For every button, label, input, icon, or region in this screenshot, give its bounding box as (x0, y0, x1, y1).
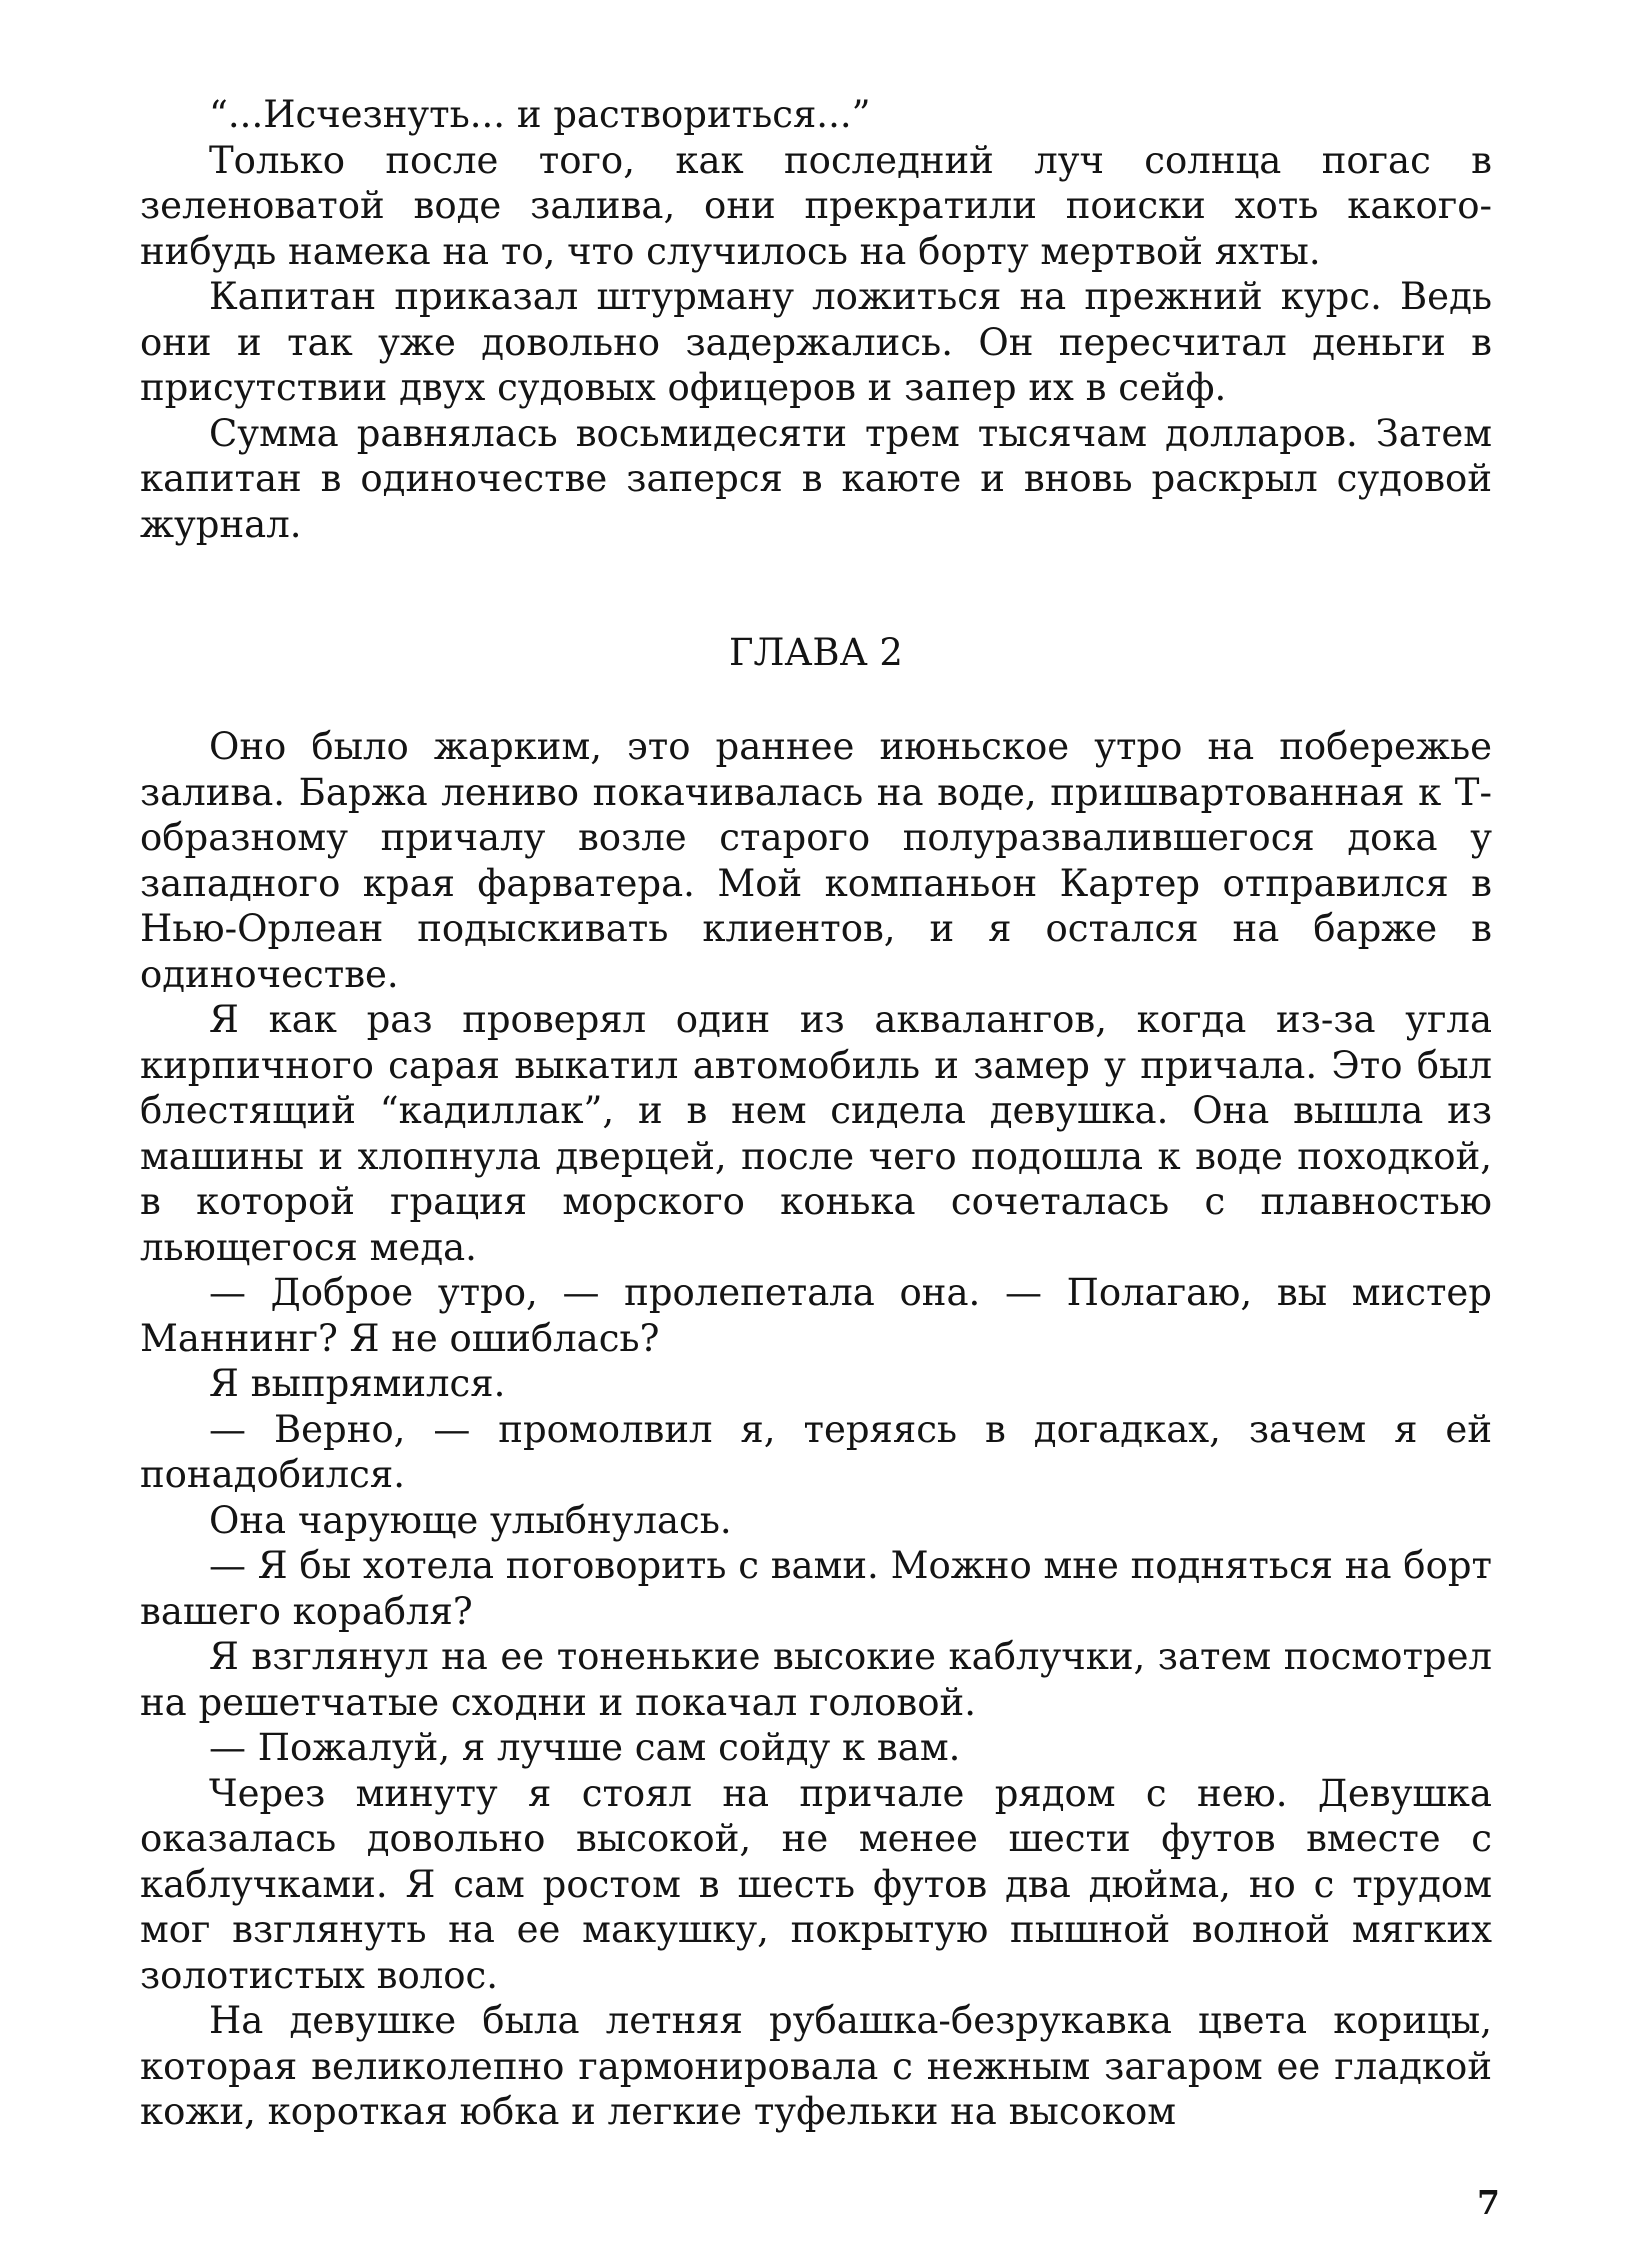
paragraph: Я выпрямился. (209, 1362, 506, 1405)
paragraph: — Доброе утро, — пролепетала она. — Полагаю, вы мистер Маннинг? Я не ошиблась? (140, 1271, 1492, 1360)
paragraph: Только после того, как последний луч солнца погас в зеленоватой воде залива, они прекратили поиски хоть какого-нибудь намека на то, что случилось на борту мертвой яхты. (140, 138, 1492, 273)
paragraph: — Я бы хотела поговорить с вами. Можно мне подняться на борт вашего корабля? (140, 1544, 1492, 1633)
paragraph: Через минуту я стоял на причале рядом с нею. Девушка оказалась довольно высокой, не менее шести футов вместе с каблучками. Я сам ростом в шесть футов два дюйма, но с трудом мог взглянуть на ее макушку, покрытую пышной волной мягких золотистых волос. (140, 1771, 1492, 1997)
paragraph: Она чарующе улыбнулась. (209, 1498, 732, 1542)
paragraph: Я взглянул на ее тоненькие высокие каблучки, затем посмотрел на решетчатые сходни и покачал головой. (140, 1635, 1492, 1724)
chapter-heading: ГЛАВА 2 (729, 631, 903, 674)
paragraph: Оно было жарким, это раннее июньское утро на побережье залива. Баржа лениво покачивалась на воде, пришвартованная к Т-образному причалу возле старого полуразвалившегося дока у западного края фарватера. Мой компаньон Картер отправился в Нью-Орлеан подыскивать клиентов, и я остался на барже в одиночестве. (140, 725, 1492, 996)
paragraph: — Верно, — промолвил я, теряясь в догадках, зачем я ей понадобился. (140, 1407, 1492, 1496)
paragraph: — Пожалуй, я лучше сам сойду к вам. (209, 1726, 961, 1769)
paragraph: Сумма равнялась восьмидесяти трем тысячам долларов. Затем капитан в одиночестве заперся в каюте и вновь раскрыл судовой журнал. (140, 411, 1492, 546)
paragraph: Я как раз проверял один из аквалангов, когда из-за угла кирпичного сарая выкатил автомобиль и замер у причала. Это был блестящий “кадиллак”, и в нем сидела девушка. Она вышла из машины и хлопнула дверцей, после чего подошла к воде походкой, в которой грация морского конька сочеталась с плавностью льющегося меда. (140, 998, 1492, 1269)
paragraph: На девушке была летняя рубашка-безрукавка цвета корицы, которая великолепно гармонировала с нежным загаром ее гладкой кожи, короткая юбка и легкие туфельки на высоком (140, 1999, 1492, 2133)
chapter-body (140, 724, 1492, 2135)
paragraph: Капитан приказал штурману ложиться на прежний курс. Ведь они и так уже довольно задержались. Он пересчитал деньги в присутствии двух судовых офицеров и запер их в сейф. (140, 275, 1492, 409)
paragraph: “...Исчезнуть... и раствориться...” (209, 93, 871, 136)
previous-chapter-ending (140, 92, 1492, 547)
page-number: 7 (1477, 2183, 1500, 2222)
